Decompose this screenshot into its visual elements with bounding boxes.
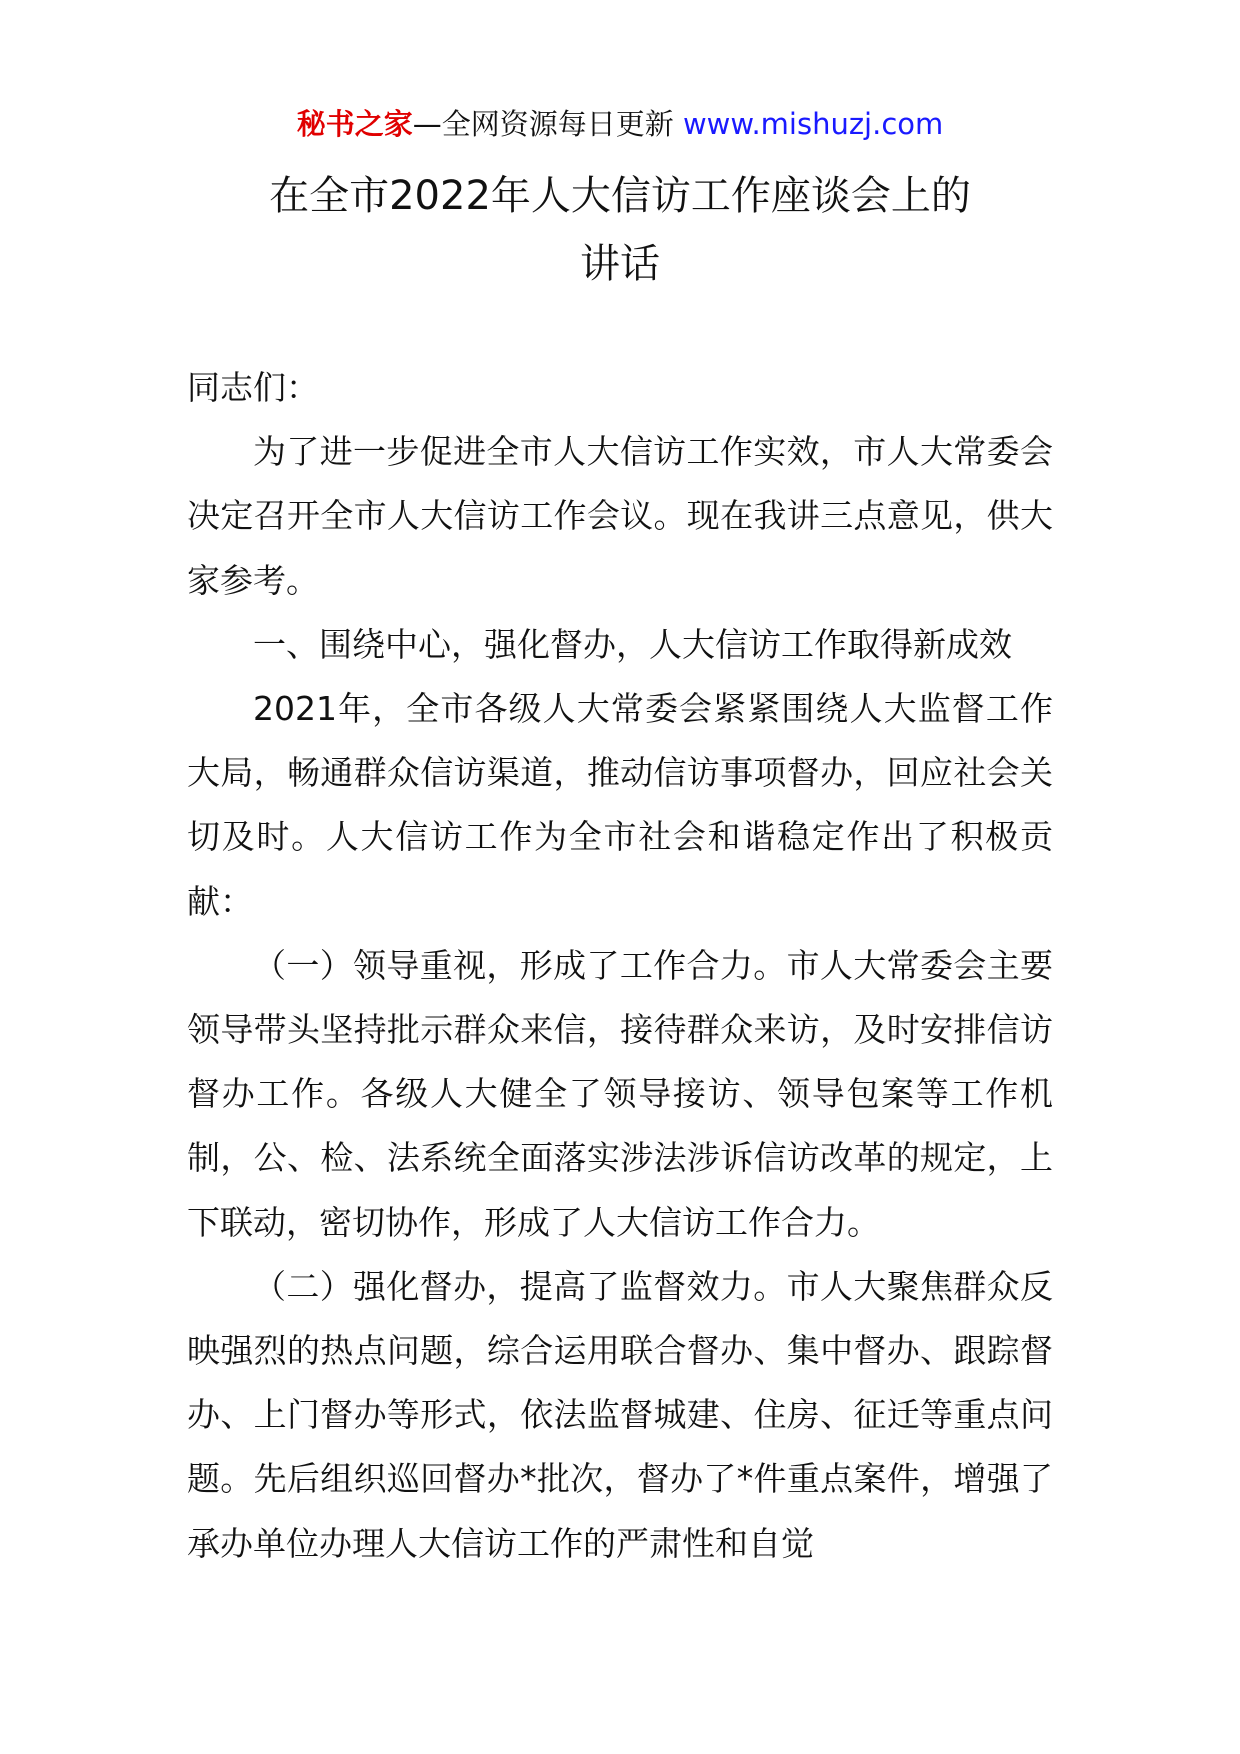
section-1-paragraph: 2021年，全市各级人大常委会紧紧围绕人大监督工作大局，畅通群众信访渠道，推动信访事项督办，回应社会关切及时。人大信访工作为全市社会和谐稳定作出了积极贡献： xyxy=(187,689,1053,921)
site-header xyxy=(0,104,1240,144)
title-line-1: 在全市2022年人大信访工作座谈会上的 xyxy=(269,173,971,219)
brand-name: 秘书之家 xyxy=(296,107,413,141)
header-tagline: —全网资源每日更新 xyxy=(412,107,674,141)
section-1-heading: 一、围绕中心，强化督办，人大信访工作取得新成效 xyxy=(253,624,1012,664)
document-title xyxy=(0,162,1240,298)
document-body xyxy=(187,356,1053,1576)
item-2-paragraph: （二）强化督办，提高了监督效力。市人大聚焦群众反映强烈的热点问题，综合运用联合督办、集中督办、跟踪督办、上门督办等形式，依法监督城建、住房、征迁等重点问题。先后组织巡回督办*批次，督办了*件重点案件，增强了承办单位办理人大信访工作的严肃性和自觉 xyxy=(187,1266,1053,1563)
item-1-paragraph: （一）领导重视，形成了工作合力。市人大常委会主要领导带头坚持批示群众来信，接待群众来访，及时安排信访督办工作。各级人大健全了领导接访、领导包案等工作机制，公、检、法系统全面落实涉法涉诉信访改革的规定，上下联动，密切协作，形成了人大信访工作合力。 xyxy=(187,945,1053,1242)
intro-paragraph: 为了进一步促进全市人大信访工作实效，市人大常委会决定召开全市人大信访工作会议。现在我讲三点意见，供大家参考。 xyxy=(187,432,1053,600)
site-url-link[interactable]: www.mishuzj.com xyxy=(682,107,944,141)
title-line-2: 讲话 xyxy=(580,241,660,287)
salutation: 同志们： xyxy=(187,368,319,407)
